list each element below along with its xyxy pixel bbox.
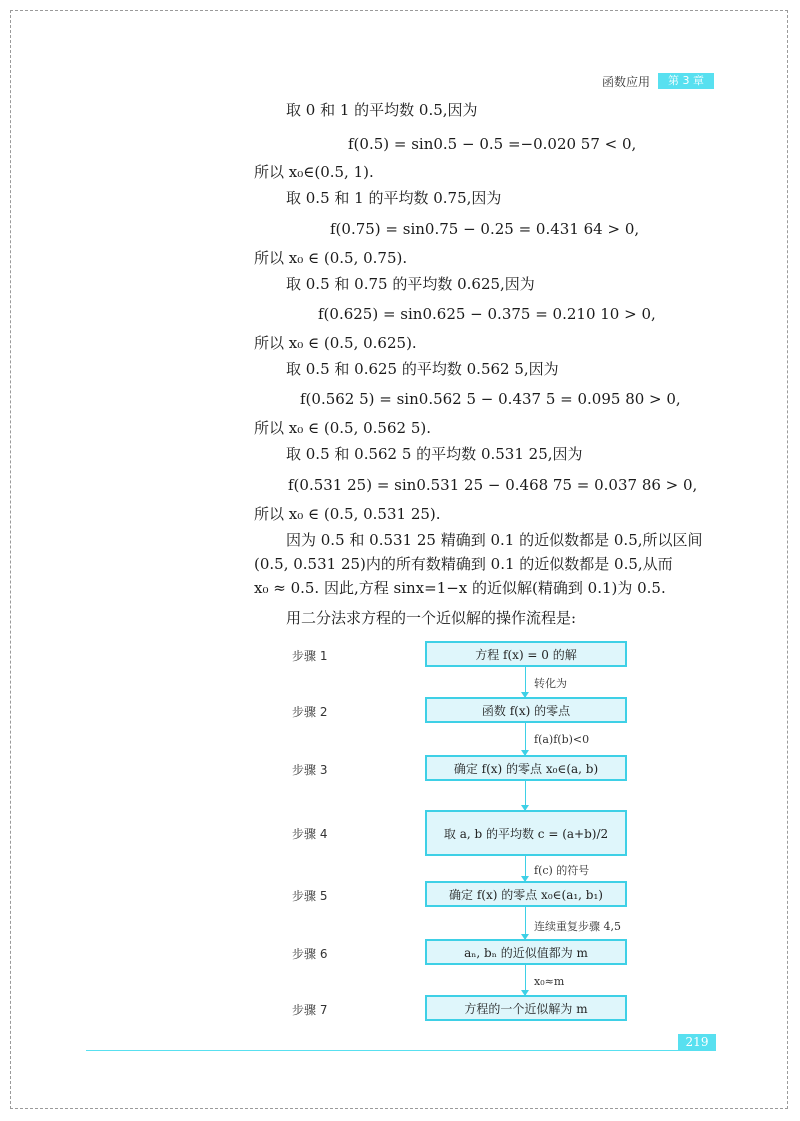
- step-label: 步骤 7: [292, 1003, 328, 1017]
- text-line: 所以 x₀ ∈ (0.5, 0.625).: [254, 334, 417, 352]
- step-label: 步骤 2: [292, 705, 328, 719]
- running-header: [602, 73, 714, 89]
- text-line: 所以 x₀ ∈ (0.5, 0.562 5).: [254, 419, 431, 437]
- equation-line: f(0.531 25) = sin0.531 25 − 0.468 75 = 0.037 86 > 0,: [288, 476, 698, 494]
- flow-box: 函数 f(x) 的零点: [425, 697, 627, 723]
- equation-line: f(0.75) = sin0.75 − 0.25 = 0.431 64 > 0,: [330, 220, 640, 238]
- text-line: 所以 x₀∈(0.5, 1).: [254, 163, 374, 181]
- arrow-note: x₀≈m: [534, 975, 565, 988]
- step-label: 步骤 4: [292, 827, 328, 841]
- text-line: 取 0 和 1 的平均数 0.5,因为: [286, 101, 478, 119]
- flow-arrow: [525, 907, 526, 939]
- text-line: 用二分法求方程的一个近似解的操作流程是:: [286, 609, 577, 627]
- step-label: 步骤 5: [292, 889, 328, 903]
- equation-line: f(0.562 5) = sin0.562 5 − 0.437 5 = 0.095 80 > 0,: [300, 390, 681, 408]
- step-label: 步骤 6: [292, 947, 328, 961]
- chapter-badge: 第 3 章: [658, 73, 714, 89]
- equation-line: f(0.625) = sin0.625 − 0.375 = 0.210 10 > 0,: [318, 305, 656, 323]
- arrow-note: 连续重复步骤 4,5: [534, 920, 621, 933]
- flow-arrow: [525, 667, 526, 697]
- step-label: 步骤 3: [292, 763, 328, 777]
- text-line: 取 0.5 和 0.75 的平均数 0.625,因为: [286, 275, 535, 293]
- text-line: 因为 0.5 和 0.531 25 精确到 0.1 的近似数都是 0.5,所以区间: [286, 531, 703, 549]
- step-label: 步骤 1: [292, 649, 328, 663]
- text-line: 取 0.5 和 0.625 的平均数 0.562 5,因为: [286, 360, 559, 378]
- page-number: 219: [678, 1034, 716, 1050]
- text-line: 所以 x₀ ∈ (0.5, 0.75).: [254, 249, 408, 267]
- flow-box: 取 a, b 的平均数 c = (a+b)/2: [425, 810, 627, 856]
- text-line: 取 0.5 和 1 的平均数 0.75,因为: [286, 189, 502, 207]
- flow-arrow: [525, 965, 526, 995]
- text-line: x₀ ≈ 0.5. 因此,方程 sinx=1−x 的近似解(精确到 0.1)为 0.5.: [254, 579, 666, 597]
- flow-box: 确定 f(x) 的零点 x₀∈(a₁, b₁): [425, 881, 627, 907]
- flow-box: aₙ, bₙ 的近似值都为 m: [425, 939, 627, 965]
- flow-box: 确定 f(x) 的零点 x₀∈(a, b): [425, 755, 627, 781]
- arrow-note: f(c) 的符号: [534, 864, 590, 877]
- footer-rule: [86, 1050, 716, 1051]
- flow-arrow: [525, 781, 526, 810]
- text-line: (0.5, 0.531 25)内的所有数精确到 0.1 的近似数都是 0.5,从而: [254, 555, 673, 573]
- arrow-note: 转化为: [534, 677, 567, 690]
- header-title: 函数应用: [601, 74, 650, 89]
- flow-box: 方程 f(x) = 0 的解: [425, 641, 627, 667]
- text-line: 所以 x₀ ∈ (0.5, 0.531 25).: [254, 505, 441, 523]
- equation-line: f(0.5) = sin0.5 − 0.5 =−0.020 57 < 0,: [348, 135, 637, 153]
- flow-arrow: [525, 723, 526, 755]
- flow-arrow: [525, 856, 526, 881]
- flow-box: 方程的一个近似解为 m: [425, 995, 627, 1021]
- text-line: 取 0.5 和 0.562 5 的平均数 0.531 25,因为: [286, 445, 583, 463]
- arrow-note: f(a)f(b)<0: [534, 733, 590, 746]
